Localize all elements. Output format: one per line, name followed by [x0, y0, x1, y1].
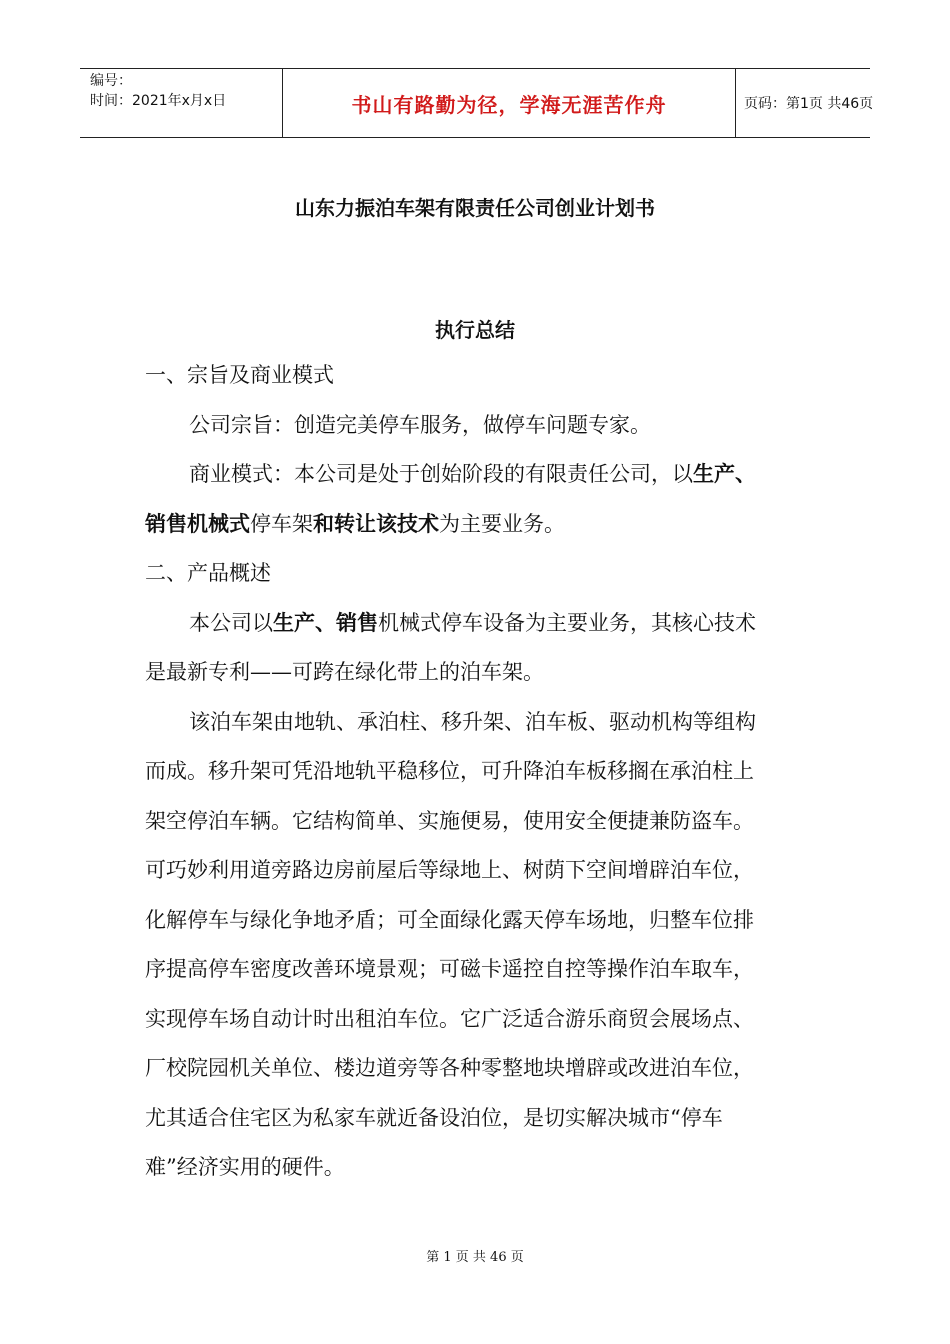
paragraph-structure-line: 架空停泊车辆。它结构简单、实施便易，使用安全便捷兼防盗车。 — [145, 808, 754, 833]
paragraph-structure-line: 可巧妙利用道旁路边房前屋后等绿地上、树荫下空间增辟泊车位， — [145, 858, 754, 882]
paragraph-structure-line: 实现停车场自动计时出租泊车位。它广泛适合游乐商贸会展场点、 — [145, 1006, 754, 1031]
document-header — [80, 68, 874, 138]
paragraph-business-model-line-1 — [145, 450, 800, 500]
paragraph-structure-line: 该泊车架由地轨、承泊柱、移升架、泊车板、驱动机构等组构 — [189, 709, 756, 734]
paragraph-structure-line: 难”经济实用的硬件。 — [145, 1155, 345, 1179]
paragraph-structure-line: 序提高停车密度改善环境景观；可磁卡遥控自控等操作泊车取车， — [145, 957, 754, 981]
bold-text-run: 和转让该技术 — [313, 511, 439, 536]
bold-text-run: 销售机械式 — [145, 511, 250, 536]
text-run: 机械式停车设备为主要业务，其核心技术 — [378, 610, 756, 635]
paragraph-structure-line: 化解停车与绿化争地矛盾；可全面绿化露天停车场地，归整车位排 — [145, 907, 754, 932]
header-meta — [80, 69, 282, 137]
header-motto: 书山有路勤为径，学海无涯苦作舟 — [282, 69, 736, 137]
document-body — [145, 351, 800, 1193]
text-run: 为主要业务。 — [439, 511, 565, 536]
paragraph-product-line-1 — [145, 599, 800, 649]
document-title: 山东力振泊车架有限责任公司创业计划书 — [295, 196, 655, 220]
paragraph-business-model-line-2 — [145, 500, 800, 550]
page-footer: 第 1 页 共 46 页 — [426, 1250, 524, 1265]
text-run: 停车架 — [250, 511, 313, 536]
doc-time-label: 时间：2021年x月x日 — [90, 93, 227, 109]
paragraph-structure-line: 而成。移升架可凭沿地轨平稳移位，可升降泊车板移搁在承泊柱上 — [145, 759, 754, 783]
bold-text-run: 生产、销售 — [273, 610, 378, 635]
paragraph-structure-line: 厂校院园机关单位、楼边道旁等各种零整地块增辟或改进泊车位， — [145, 1056, 754, 1080]
paragraph-purpose: 公司宗旨：创造完美停车服务，做停车问题专家。 — [189, 412, 651, 437]
bold-text-run: 生产、 — [693, 462, 756, 486]
heading-product-overview: 二、产品概述 — [145, 561, 271, 585]
section-heading: 执行总结 — [435, 318, 515, 342]
paragraph-structure-line: 尤其适合住宅区为私家车就近备设泊位，是切实解决城市“停车 — [145, 1105, 723, 1130]
heading-purpose: 一、宗旨及商业模式 — [145, 363, 334, 387]
header-page-code: 页码：第1页 共46页 — [744, 96, 874, 112]
text-run: 本公司以 — [189, 610, 273, 635]
text-run: 商业模式：本公司是处于创始阶段的有限责任公司，以 — [189, 462, 693, 486]
doc-number-label: 编号： — [90, 73, 132, 89]
paragraph-product-line-2: 是最新专利——可跨在绿化带上的泊车架。 — [145, 660, 544, 684]
